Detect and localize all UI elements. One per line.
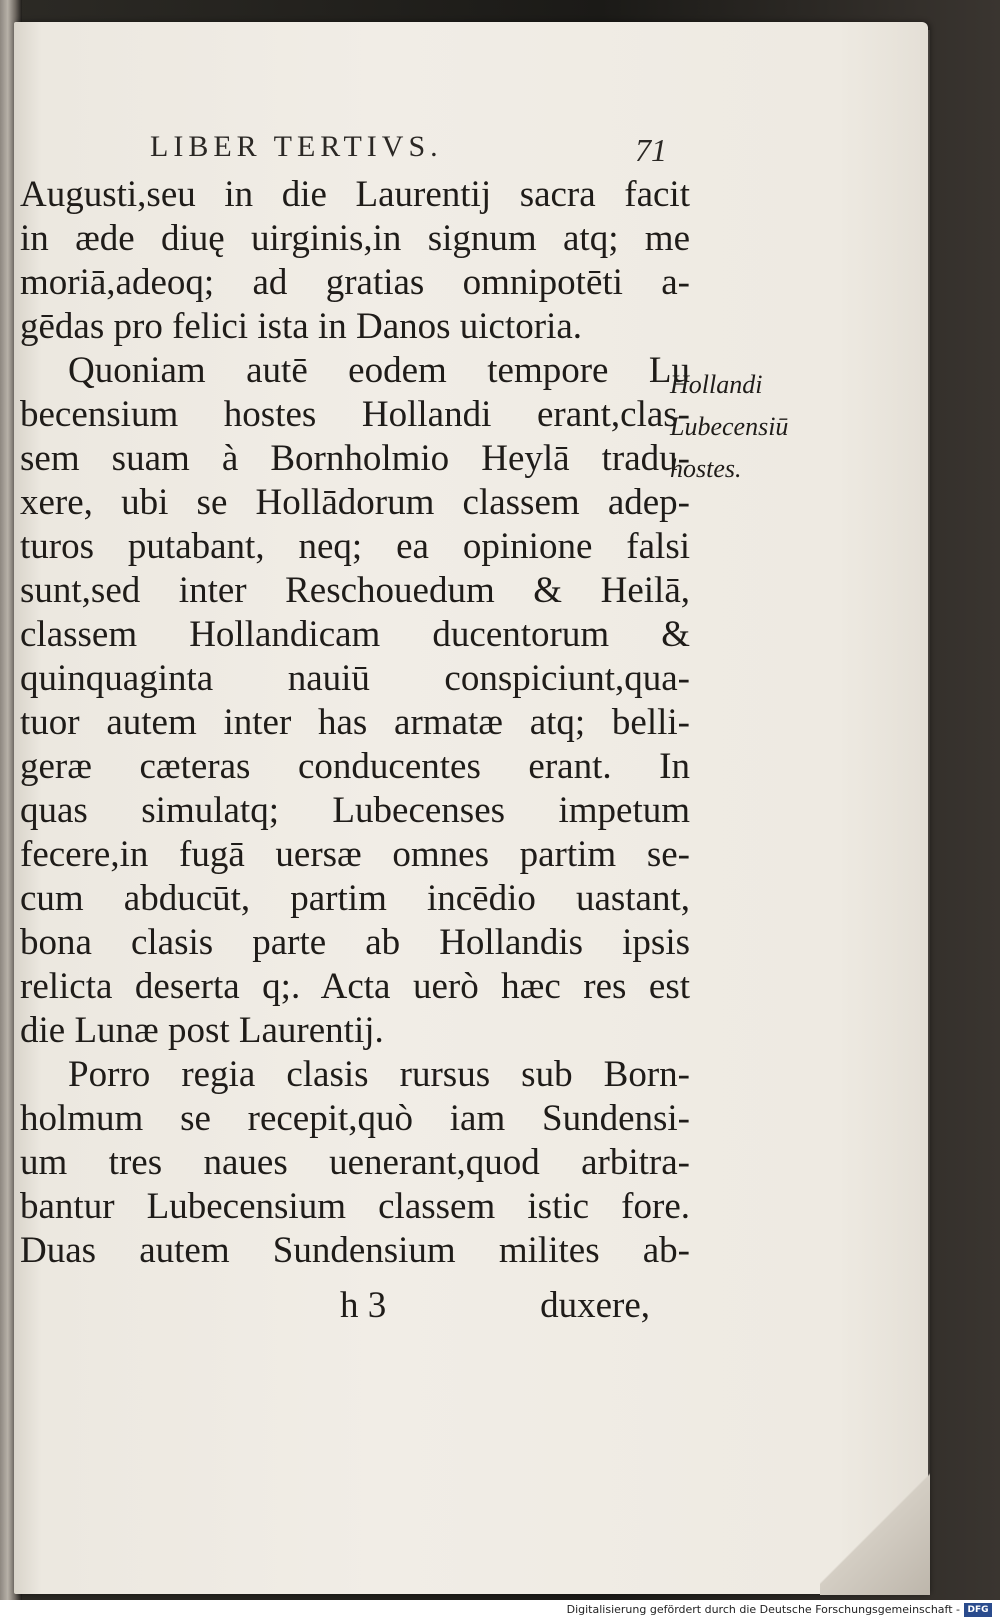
text-line: um tres naues uenerant,quod arbitra-	[20, 1142, 690, 1183]
text-line: relicta deserta q;. Acta uerò hæc res est	[20, 966, 690, 1007]
folio-number: 71	[635, 132, 667, 168]
text-line: die Lunæ post Laurentij.	[20, 1010, 384, 1051]
page-corner-curl	[820, 1460, 930, 1595]
text-line: Duas autem Sundensium milites ab-	[20, 1230, 690, 1271]
text-line: tuor autem inter has armatæ atq; belli-	[20, 702, 690, 743]
paragraph-start-line: Porro regia clasis rursus sub Born-	[68, 1054, 690, 1095]
text-line: fecere,in fugā uersæ omnes partim se-	[20, 834, 690, 875]
text-line: xere, ubi se Hollādorum classem adep-	[20, 482, 690, 523]
main-text-block	[20, 173, 690, 1273]
text-line: bona clasis parte ab Hollandis ipsis	[20, 922, 690, 963]
marginal-note	[670, 364, 830, 490]
text-line: geræ cæteras conducentes erant. In	[20, 746, 690, 787]
signature-mark: h 3	[340, 1285, 387, 1326]
running-head-title: LIBER TERTIVS.	[150, 130, 443, 163]
running-head	[150, 130, 690, 170]
text-line: Augusti,seu in die Laurentij sacra facit	[20, 174, 690, 215]
text-line: gēdas pro felici ista in Danos uictoria.	[20, 306, 583, 347]
marginal-note-line: hostes.	[670, 454, 742, 483]
digitization-credit: Digitalisierung gefördert durch die Deutsche Forschungsgemeinschaft -	[566, 1603, 960, 1616]
catchword: duxere,	[540, 1285, 650, 1326]
text-line: moriā,adeoq; ad gratias omnipotēti a-	[20, 262, 690, 303]
text-line: holmum se recepit,quò iam Sundensi-	[20, 1098, 690, 1139]
text-line: sunt,sed inter Reschouedum & Heilā,	[20, 570, 690, 611]
text-line: sem suam à Bornholmio Heylā tradu-	[20, 438, 690, 479]
catchline	[340, 1284, 650, 1328]
text-line: quas simulatq; Lubecenses impetum	[20, 790, 690, 831]
text-line: in æde diuę uirginis,in signum atq; me	[20, 218, 690, 259]
text-line: bantur Lubecensium classem istic fore.	[20, 1186, 690, 1227]
text-line: cum abducūt, partim incēdio uastant,	[20, 878, 690, 919]
marginal-note-line: Lubecensiū	[670, 412, 789, 441]
text-line: becensium hostes Hollandi erant,clas-	[20, 394, 690, 435]
text-line: classem Hollandicam ducentorum &	[20, 614, 690, 655]
text-line: turos putabant, neq; ea opinione falsi	[20, 526, 690, 567]
paragraph-start-line: Quoniam autē eodem tempore Lu	[68, 350, 690, 391]
dfg-logo: DFG	[964, 1603, 992, 1617]
text-line: quinquaginta nauiū conspiciunt,qua-	[20, 658, 690, 699]
marginal-note-line: Hollandi	[670, 370, 763, 399]
